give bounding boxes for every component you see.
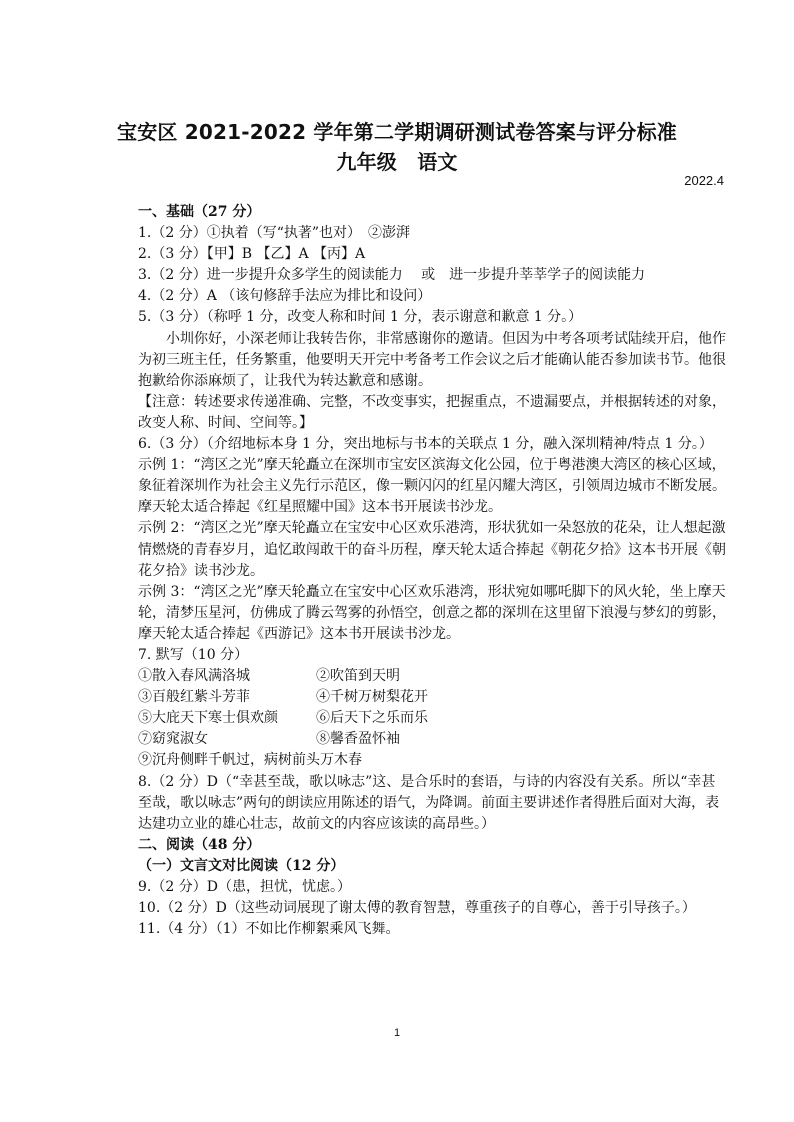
example-paragraph: 示例 1：“湾区之光”摩天轮矗立在深圳市宝安区滨海文化公园，位于粤港澳大湾区的核心区域，象征着深圳作为社会主义先行示范区，像一颗闪闪的红星闪耀大湾区，引领周边城市不断发展。摩天轮太适合捧起《红星照耀中国》这本书开展读书沙龙。	[138, 457, 726, 516]
recitation-row	[138, 729, 728, 750]
answer-line: 8.（2 分）D（“幸甚至哉，歌以咏志”这、是合乐时的套语，与诗的内容没有关系。所以“幸甚至哉，歌以咏志”两句的朗读应用陈述的语气，为降调。前面主要讲述作者得胜后面对大海，表达建功立业的雄心壮志，故前文的内容应该读的高昂些。）	[138, 773, 720, 832]
answer-line: 10.（2 分）D（这些动词展现了谢太傅的教育智慧，尊重孩子的自尊心，善于引导孩子。）	[138, 900, 696, 917]
recitation-item: ⑥后天下之乐而乐	[316, 710, 428, 727]
answer-content	[138, 202, 728, 940]
answer-line: 5.（3 分）（称呼 1 分，改变人称和时间 1 分，表示谢意和歉意 1 分。）	[138, 309, 583, 326]
answer-line: 7. 默写（10 分）	[138, 646, 249, 663]
recitation-item: ⑦窈窕淑女	[138, 731, 208, 748]
answer-line: 4.（2 分）A （该句修辞手法应为排比和设问）	[138, 288, 432, 305]
document-subtitle: 九年级 语文	[336, 150, 458, 174]
section-heading: 一、基础（27 分）	[138, 204, 261, 220]
recitation-item: ⑧馨香盈怀袖	[316, 731, 400, 748]
answer-note: 【注意：转述要求传递准确、完整，不改变事实，把握重点，不遗漏要点，并根据转述的对象，改变人称、时间、空间等。】	[138, 393, 726, 431]
recitation-item: ⑨沉舟侧畔千帆过，病树前头万木春	[138, 752, 362, 769]
answer-line: 6.（3 分）（介绍地标本身 1 分，突出地标与书本的关联点 1 分，融入深圳精神/特点 1 分。）	[138, 436, 713, 453]
answer-line: 9.（2 分）D（患，担忧，忧虑。）	[138, 879, 351, 895]
answer-line: 3.（2 分）进一步提升众多学生的阅读能力 或 进一步提升莘莘学子的阅读能力	[138, 267, 646, 284]
recitation-row	[138, 666, 728, 687]
document-date: 2022.4	[684, 173, 724, 188]
answer-line: 1.（2 分）①执着（写“执著”也对） ②澎湃	[138, 225, 411, 242]
recitation-item: ①散入春风满洛城	[138, 668, 250, 685]
recitation-item: ④千树万树梨花开	[316, 689, 428, 706]
answer-line: 11.（4 分）（1）不如比作柳絮乘风飞舞。	[138, 921, 400, 938]
page-number: 1	[393, 1027, 401, 1039]
example-paragraph: 示例 2：“湾区之光”摩天轮矗立在宝安中心区欢乐港湾，形状犹如一朵怒放的花朵，让人想起激情燃烧的青春岁月，追忆敢闯敢干的奋斗历程，摩天轮太适合捧起《朝花夕拾》这本书开展《朝花夕拾》读书沙龙。	[138, 520, 726, 579]
recitation-row	[138, 687, 728, 708]
recitation-item: ②吹笛到天明	[316, 668, 400, 685]
subsection-heading: （一）文言文对比阅读（12 分）	[138, 857, 345, 874]
answer-line: 2.（3 分）【甲】B 【乙】A 【丙】A	[138, 246, 366, 263]
recitation-item: ③百般红紫斗芳菲	[138, 689, 250, 706]
recitation-row	[138, 708, 728, 729]
example-paragraph: 示例 3：“湾区之光”摩天轮矗立在宝安中心区欢乐港湾，形状宛如哪吒脚下的风火轮，坐上摩天轮，清梦压星河，仿佛成了腾云驾雾的孙悟空，创意之都的深圳在这里留下浪漫与梦幻的剪影，摩天轮太适合捧起《西游记》这本书开展读书沙龙。	[138, 583, 726, 642]
section-heading: 二、阅读（48 分）	[138, 836, 261, 853]
recitation-item: ⑤大庇天下寒士俱欢颜	[138, 710, 278, 727]
answer-paragraph: 小圳你好，小深老师让我转告你，非常感谢你的邀请。但因为中考各项考试陆续开启，他作为初三班主任，任务繁重，他要明天开完中考备考工作会议之后才能确认能否参加读书节。他很抱歉给你添麻烦了，让我代为转达歉意和感谢。	[138, 330, 726, 389]
document-title: 宝安区 2021-2022 学年第二学期调研测试卷答案与评分标准	[117, 120, 677, 144]
